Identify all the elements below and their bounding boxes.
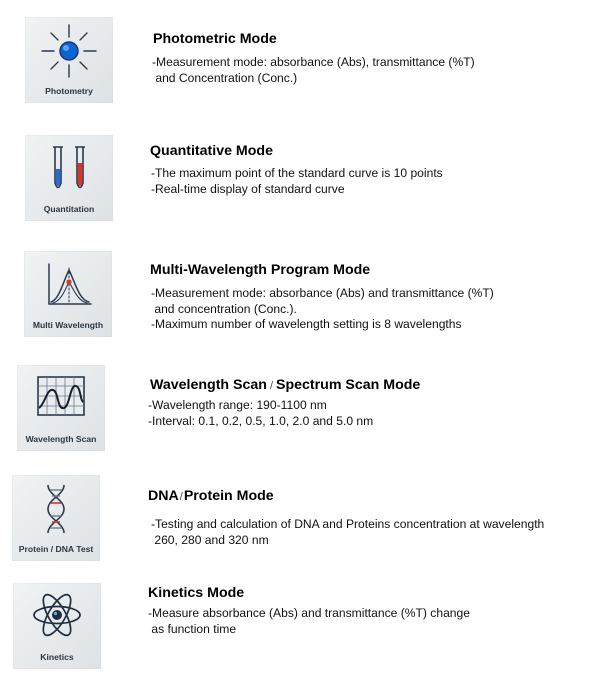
desc-line: -Wavelength range: 190-1100 nm [148, 398, 327, 412]
desc-line: -Testing and calculation of DNA and Proteins concentration at wavelength [151, 517, 545, 531]
mode-title: Multi-Wavelength Program Mode [150, 262, 371, 278]
title-part: DNA [148, 488, 179, 504]
tile-protein-dna[interactable] [12, 475, 100, 561]
mode-title: Photometric Mode [153, 31, 277, 47]
desc-line: -Measurement mode: absorbance (Abs) and transmittance (%T) [151, 286, 494, 300]
tile-kinetics[interactable] [13, 583, 101, 669]
desc-line: -Maximum number of wavelength setting is 8 wavelengths [151, 317, 462, 332]
mode-description [151, 517, 544, 548]
tile-label: Quantitation [43, 204, 95, 214]
tile-multi-wavelength[interactable] [24, 251, 112, 337]
title-part: Spectrum Scan Mode [276, 377, 421, 393]
mode-title [148, 488, 274, 504]
desc-line: as function time [148, 621, 237, 636]
title-part: Wavelength Scan [150, 377, 267, 393]
tile-wavelength-scan[interactable] [17, 365, 105, 451]
tile-label: Wavelength Scan [25, 434, 97, 444]
tile-label: Protein / DNA Test [18, 544, 94, 554]
mode-title: Quantitative Mode [150, 143, 273, 159]
mode-title: Kinetics Mode [148, 585, 245, 601]
test-tubes-icon [44, 143, 94, 197]
desc-line: -Real-time display of standard curve [151, 181, 345, 196]
mode-description [148, 398, 373, 429]
mode-title [150, 377, 420, 393]
tile-quantitation[interactable] [25, 135, 113, 221]
mode-description [148, 606, 470, 637]
title-separator: / [179, 491, 183, 503]
title-separator: / [269, 380, 274, 392]
mode-description [152, 55, 475, 86]
desc-line: and concentration (Conc.). [151, 301, 297, 316]
tile-label: Kinetics [40, 652, 74, 662]
dna-helix-icon [39, 482, 73, 536]
atom-icon [30, 589, 84, 641]
tile-label: Multi Wavelength [32, 320, 104, 330]
wave-scan-icon [35, 374, 87, 420]
desc-line: -Interval: 0.1, 0.2, 0.5, 1.0, 2.0 and 5.0 nm [148, 413, 374, 428]
mode-description [151, 286, 494, 333]
desc-line: -Measure absorbance (Abs) and transmittance (%T) change [148, 606, 470, 620]
desc-line: and Concentration (Conc.) [152, 70, 298, 85]
tile-label: Photometry [45, 86, 93, 96]
peak-graph-icon [41, 260, 95, 310]
desc-line: -The maximum point of the standard curve is 10 points [151, 166, 443, 180]
title-part: Protein Mode [183, 488, 274, 504]
tile-photometry[interactable] [25, 17, 113, 103]
desc-line: 260, 280 and 320 nm [151, 532, 269, 547]
mode-description [151, 166, 443, 197]
desc-line: -Measurement mode: absorbance (Abs), transmittance (%T) [152, 55, 475, 69]
sun-icon [39, 23, 99, 79]
